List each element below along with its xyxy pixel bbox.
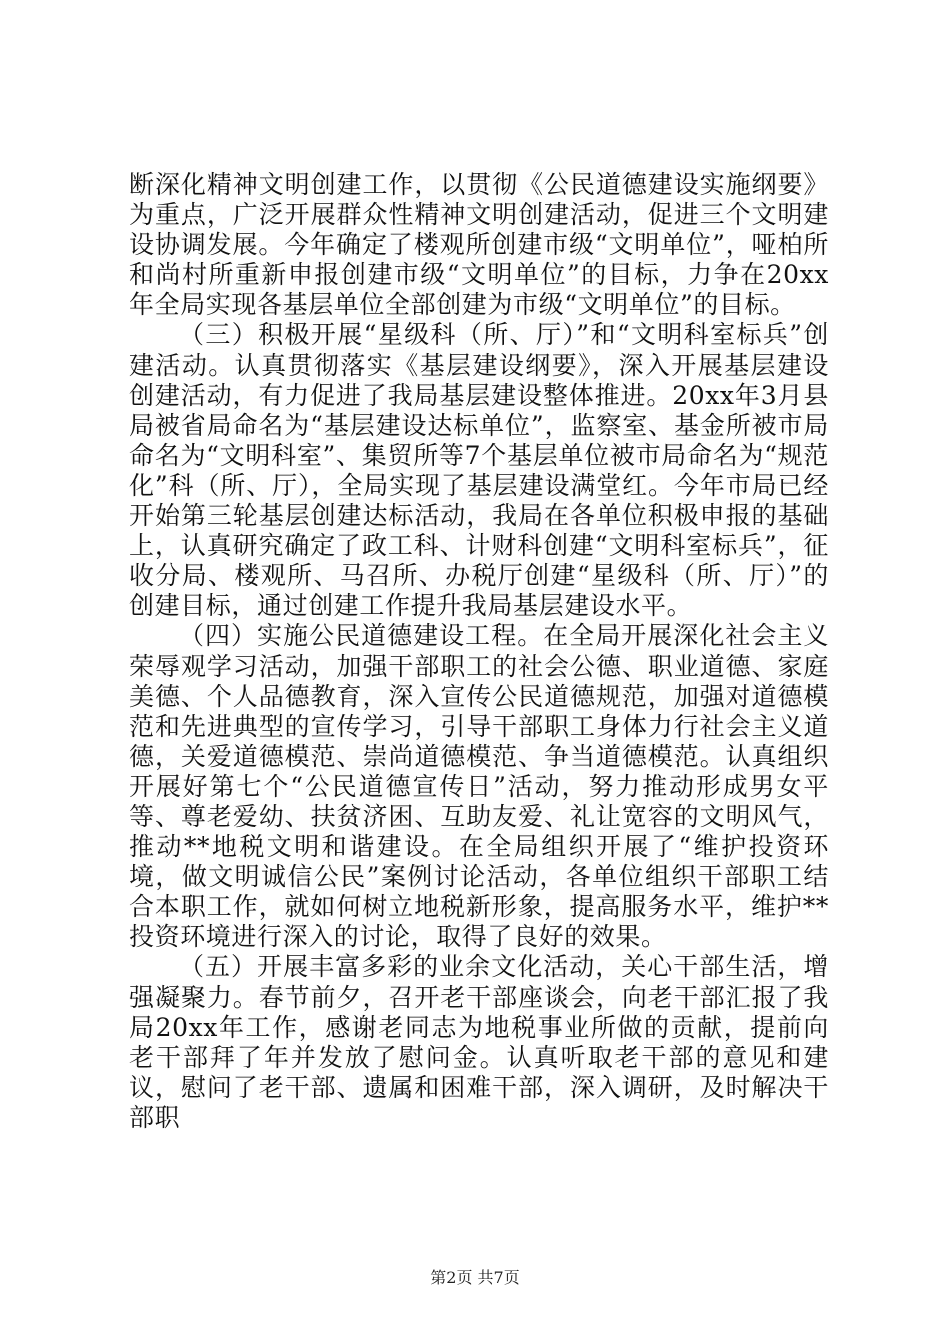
paragraph-2: （三）积极开展“星级科（所、厅）”和“文明科室标兵”创建活动。认真贯彻落实《基层建设纲要》，深入开展基层建设创建活动，有力促进了我局基层建设整体推进。20xx年3月县局被省局命名为“基层建设达标单位”，监察室、基金所被市局命名为“文明科室”、集贸所等7个基层单位被市局命名为“规范化”科（所、厅），全局实现了基层建设满堂红。今年市局已经开始第三轮基层创建达标活动，我局在各单位积极申报的基础上，认真研究确定了政工科、计财科创建“文明科室标兵”，征收分局、楼观所、马召所、办税厅创建“星级科（所、厅）”的创建目标，通过创建工作提升我局基层建设水平。 [129,320,829,621]
page-number-footer: 第2页 共7页 [430,1268,520,1287]
paragraph-4: （五）开展丰富多彩的业余文化活动，关心干部生活，增强凝聚力。春节前夕，召开老干部座谈会，向老干部汇报了我局20xx年工作，感谢老同志为地税事业所做的贡献，提前向老干部拜了年并发放了慰问金。认真听取老干部的意见和建议，慰问了老干部、遗属和困难干部，深入调研，及时解决干部职 [129,952,829,1132]
paragraph-3: （四）实施公民道德建设工程。在全局开展深化社会主义荣辱观学习活动，加强干部职工的社会公德、职业道德、家庭美德、个人品德教育，深入宣传公民道德规范，加强对道德模范和先进典型的宣传学习，引导干部职工身体力行社会主义道德，关爱道德模范、崇尚道德模范、争当道德模范。认真组织开展好第七个“公民道德宣传日”活动，努力推动形成男女平等、尊老爱幼、扶贫济困、互助友爱、礼让宽容的文明风气，推动**地税文明和谐建设。在全局组织开展了“维护投资环境，做文明诚信公民”案例讨论活动，各单位组织干部职工结合本职工作，就如何树立地税新形象，提高服务水平，维护**投资环境进行深入的讨论，取得了良好的效果。 [129,621,829,952]
document-body [129,170,829,1133]
paragraph-1: 断深化精神文明创建工作，以贯彻《公民道德建设实施纲要》为重点，广泛开展群众性精神文明创建活动，促进三个文明建设协调发展。今年确定了楼观所创建市级“文明单位”，哑柏所和尚村所重新申报创建市级“文明单位”的目标，力争在20xx年全局实现各基层单位全部创建为市级“文明单位”的目标。 [129,170,829,320]
